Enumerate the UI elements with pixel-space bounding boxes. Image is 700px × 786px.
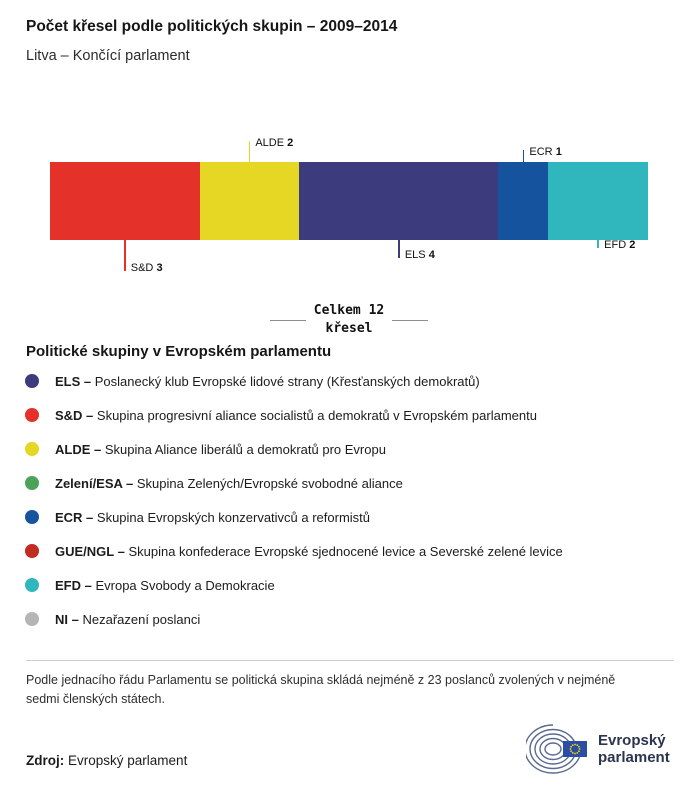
legend-dot-ecr: [25, 510, 39, 524]
legend-label-gue-ngl: GUE/NGL – Skupina konfederace Evropské sjednocené levice a Severské zelené levice: [55, 543, 563, 559]
legend-dot-efd: [25, 578, 39, 592]
bar-segment-EFD: [548, 162, 648, 240]
total-line2: křesel: [325, 321, 373, 336]
legend-dot-ni: [25, 612, 39, 626]
ep-logo-text: [598, 732, 670, 767]
legend-item-zeleni-esa: [25, 466, 680, 500]
callout-line-ELS: [398, 240, 400, 258]
bar-segment-ALDE: [200, 162, 300, 240]
legend-dot-alde: [25, 442, 39, 456]
eu-flag-icon: [563, 741, 587, 757]
legend-heading: Politické skupiny v Evropském parlamentu: [26, 343, 332, 360]
segment-label-ALDE: ALDE 2: [255, 137, 294, 149]
footnote: Podle jednacího řádu Parlamentu se politická skupina skládá nejméně z 23 poslanců zvolených v nejméně sedmi členských státech.: [26, 673, 616, 707]
logo-text-line2: parlament: [598, 749, 670, 766]
legend-item-efd: [25, 568, 680, 602]
total-line1: Celkem 12: [313, 303, 385, 319]
legend-label-alde: ALDE – Skupina Aliance liberálů a demokratů pro Evropu: [55, 441, 386, 457]
legend-label-ni: NI – Nezařazení poslanci: [55, 611, 201, 627]
legend-item-gue-ngl: [25, 534, 680, 568]
total-rule-left: [270, 320, 306, 321]
legend-label-ecr: ECR – Skupina Evropských konzervativců a reformistů: [55, 509, 371, 525]
page-title: Počet křesel podle politických skupin – 2009–2014: [26, 18, 398, 35]
legend-list: [25, 364, 680, 636]
segment-label-ECR: ECR 1: [529, 146, 562, 158]
legend-label-els: ELS – Poslanecký klub Evropské lidové strany (Křesťanských demokratů): [55, 373, 480, 389]
bar-segment-ECR: [498, 162, 548, 240]
total-seats-label: [314, 302, 384, 337]
legend-label-sd: S&D – Skupina progresivní aliance socialistů a demokratů v Evropském parlamentu: [55, 407, 537, 423]
legend-item-ni: [25, 602, 680, 636]
legend-dot-gue-ngl: [25, 544, 39, 558]
legend-item-els: [25, 364, 680, 398]
source-value: Evropský parlament: [68, 753, 188, 768]
bar-segment-ELS: [299, 162, 498, 240]
legend-dot-zeleni-esa: [25, 476, 39, 490]
total-rule-right: [392, 320, 428, 321]
ep-logo: [526, 724, 670, 774]
callout-line-S&D: [124, 240, 126, 271]
callout-line-EFD: [597, 240, 599, 248]
segment-label-ELS: ELS 4: [404, 249, 435, 261]
legend-label-zeleni-esa: Zelení/ESA – Skupina Zelených/Evropské svobodné aliance: [55, 475, 403, 491]
page-subtitle: Litva – Končící parlament: [26, 48, 190, 64]
ep-hemicycle-icon: [526, 724, 592, 774]
legend-item-sd: [25, 398, 680, 432]
legend-label-efd: EFD – Evropa Svobody a Demokracie: [55, 577, 275, 593]
legend-item-ecr: [25, 500, 680, 534]
segment-label-S&D: S&D 3: [130, 262, 163, 274]
legend-dot-els: [25, 374, 39, 388]
callout-line-ALDE: [249, 141, 251, 162]
source-line: [26, 753, 187, 768]
logo-text-line1: Evropský: [598, 731, 666, 749]
source-label: Zdroj:: [26, 753, 65, 768]
legend-dot-sd: [25, 408, 39, 422]
legend-item-alde: [25, 432, 680, 466]
bar-segment-S&D: [50, 162, 200, 240]
callout-line-ECR: [523, 150, 525, 162]
footnote-divider: [26, 660, 674, 661]
stacked-bar: [50, 162, 648, 240]
total-seats: [270, 302, 428, 338]
segment-label-EFD: EFD 2: [604, 239, 636, 251]
